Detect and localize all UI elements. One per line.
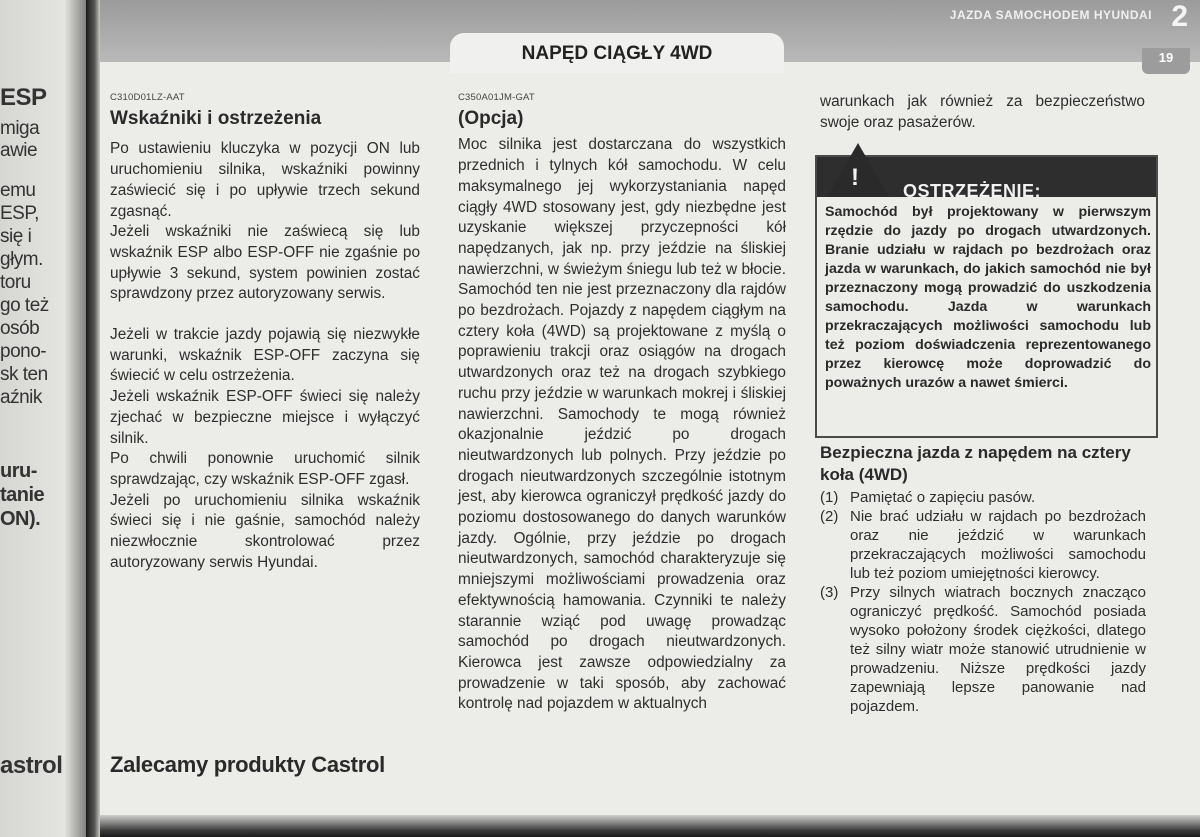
paragraph: Po ustawieniu kluczyka w pozycji ON lub uruchomieniu silnika, wskaźniki powinny zaświecić się i po upływie trzech sekund zgasnąć. <box>110 140 420 220</box>
section-title: Wskaźniki i ostrzeżenia <box>110 107 322 129</box>
section-tab-title: NAPĘD CIĄGŁY 4WD <box>450 33 784 73</box>
section-code: C350A01JM-GAT <box>458 92 535 103</box>
list-number: (1) <box>820 489 839 506</box>
prev-fragment: tanie <box>0 484 45 506</box>
list-item <box>820 488 1146 507</box>
subsection-title: Bezpieczna jazda z napędem na cztery koła (4WD) <box>820 443 1131 484</box>
column-safety <box>820 92 1145 133</box>
previous-page-edge <box>0 0 92 837</box>
paragraph: Jeżeli wskaźniki nie zaświecą się lub wskaźnik ESP albo ESP-OFF nie zgaśnie po upływie 3 sekund, system powinien zostać sprawdzony przez autoryzowany serwis. <box>110 223 420 303</box>
prev-fragment: się i <box>0 226 32 247</box>
prev-fragment: aźnik <box>0 387 42 408</box>
prev-fragment: emu <box>0 180 36 201</box>
running-head: JAZDA SAMOCHODEM HYUNDAI <box>949 8 1152 22</box>
prev-fragment: astrol <box>0 752 63 779</box>
prev-fragment: ESP, <box>0 203 39 224</box>
warning-title: OSTRZEŻENIE: <box>903 181 1042 201</box>
castrol-heading: Zalecamy produkty Castrol <box>110 752 385 777</box>
paragraph: Jeżeli po uruchomieniu silnika wskaźnik świeci się i nie gaśnie, samochód należy niezwłocznie skontrolować przez autoryzowany serwis Hyundai. <box>110 491 420 571</box>
prev-fragment: uru- <box>0 460 37 482</box>
list-item <box>820 583 1146 716</box>
column-4wd <box>458 88 786 715</box>
prev-fragment: toru <box>0 272 31 293</box>
prev-fragment: głym. <box>0 249 43 270</box>
section-title: (Opcja) <box>458 107 524 129</box>
page-bottom-edge <box>100 815 1200 837</box>
list-text: Przy silnych wiatrach bocznych znacząco ograniczyć prędkość. Samochód posiada wysoko położony środek ciężkości, dlatego też silny wiatr może stanowić utrudnienie w prowadzeniu. Niższe prędkości jazdy zapewniają lepsze panowanie nad pojazdem. <box>850 584 1146 715</box>
paragraph: Po chwili ponownie uruchomić silnik sprawdzając, czy wskaźnik ESP-OFF zgasł. <box>110 450 420 488</box>
section-code: C310D01LZ-AAT <box>110 92 185 103</box>
list-text: Pamiętać o zapięciu pasów. <box>850 489 1036 506</box>
paragraph: Jeżeli wskaźnik ESP-OFF świeci się należy zjechać w bezpieczne miejsce i wyłączyć silnik. <box>110 388 420 447</box>
list-number: (2) <box>820 508 839 525</box>
exclamation-icon: ! <box>851 164 859 191</box>
paragraph: Moc silnika jest dostarczana do wszystkich przednich i tylnych kół samochodu. W celu maksymalnego jej wykorzystaniania napęd ciągły 4WD stosowany jest, gdy niezbędne jest uzyskanie większej przyczepności kół napędzanych, jak np. przy jeździe na śliskiej nawierzchni, w świeżym śniegu lub też w błocie. Samochód ten nie jest przeznaczony dla rajdów po bezdrożach. Pojazdy z napędem ciągłym na cztery koła (4WD) są projektowane z myślą o poprawieniu trakcji oraz osiągów na drogach utwardzonych oraz też na drogach szybkiego ruchu przy jeździe w warunkach mokrej i śliskiej nawierzchni. Samochody te mogą również okazjonalnie jeździć po drogach nieutwardzonych lub polnych. Przy jeździe po drogach nieutwardzonych szczególnie istotnym jest, aby kierowca ograniczył prędkość jazdy do poziomu dostosowanego do danych warunków jazdy. Ogólnie, przy jeździe po drogach nieutwardzonych, samochód charakteryzuje się mniejszymi możliwościami prowadzenia oraz efektywnością hamowania. Czynniki te należy starannie wziąć pod uwagę prowadząc samochód po drogach nieutwardzonych. Kierowca jest zawsze odpowiedzialny za prowadzenie w taki sposób, aby zachować kontrolę nad pojazdem w aktualnych <box>458 136 786 713</box>
prev-fragment: pono- <box>0 341 47 362</box>
chapter-number: 2 <box>1171 0 1188 33</box>
paragraph: warunkach jak również za bezpieczeństwo swoje oraz pasażerów. <box>820 93 1145 131</box>
prev-fragment: ESP <box>0 84 47 111</box>
list-number: (3) <box>820 584 839 601</box>
paragraph: Jeżeli w trakcie jazdy pojawią się niezwykłe warunki, wskaźnik ESP-OFF zaczyna się świecić w celu ostrzeżenia. <box>110 326 420 385</box>
prev-fragment: miga <box>0 118 40 139</box>
prev-fragment: awie <box>0 140 38 161</box>
prev-fragment: ON). <box>0 508 41 530</box>
warning-text: Samochód był projektowany w pierwszym rzędzie do jazdy po drogach utwardzonych. Branie udziału w rajdach po bezdrożach oraz jazda w warunkach, do jakich samochód nie był przeznaczony mogą prowadzić do uszkodzenia samochodu. Jazda w warunkach przekraczających możliwości samochodu lub też poziom doświadczenia reprezentowanego przez kierowcę może doprowadzić do poważnych urazów a nawet śmierci. <box>825 204 1151 391</box>
column-indicators <box>110 88 420 573</box>
prev-fragment: go też <box>0 295 49 316</box>
list-text: Nie brać udziału w rajdach po bezdrożach oraz nie jeździć w warunkach przekraczających możliwości samochodu lub też poziom umiejętności kierowcy. <box>850 508 1146 582</box>
list-item <box>820 507 1146 583</box>
safety-list <box>820 488 1146 716</box>
prev-fragment: osób <box>0 318 40 339</box>
page-number: 19 <box>1158 50 1174 65</box>
prev-fragment: sk ten <box>0 364 48 385</box>
warning-box <box>815 155 1158 438</box>
book-gutter <box>86 0 100 837</box>
